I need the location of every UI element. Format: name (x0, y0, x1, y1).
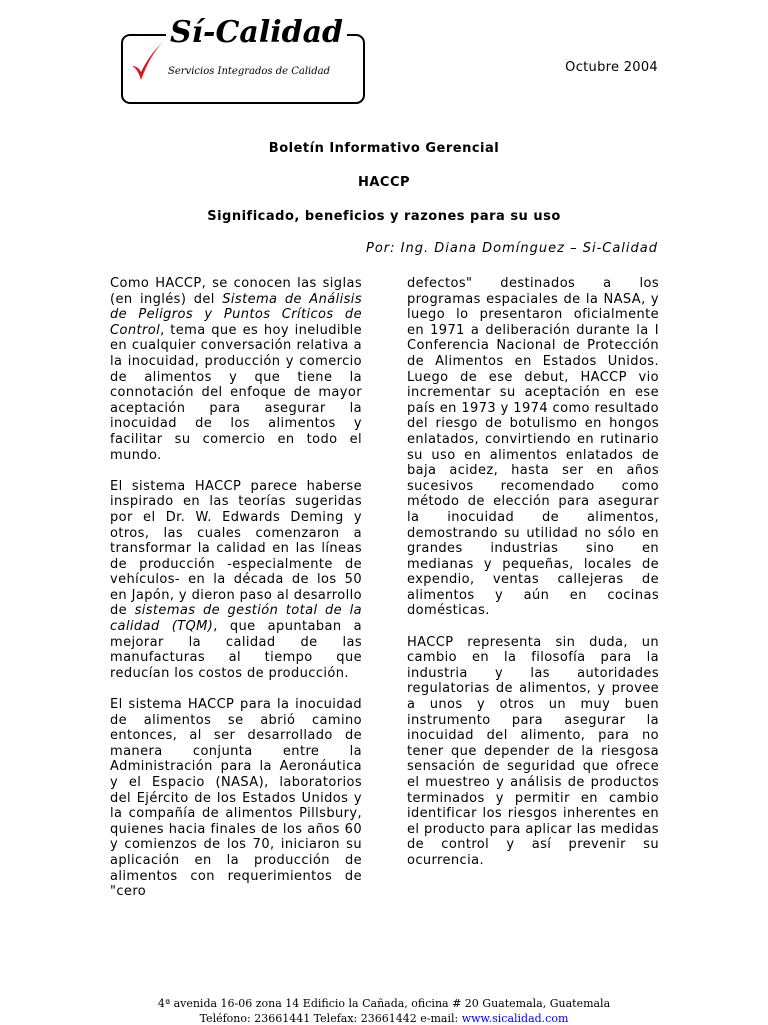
paragraph-4: HACCP representa sin duda, un cambio en la filosofía para la industria y las autoridades regulatorias de alimentos, y provee a unos y otros un muy buen instrumento para asegurar la inocuidad del alimento, para no tener que depender de la riesgosa sensación de seguridad que ofrece el muestreo y análisis de productos terminados y permitir en cambio identificar los riesgos inherentes en el producto para aplicar las medidas de control y así prevenir su ocurrencia. (407, 634, 659, 868)
checkmark-icon (130, 40, 164, 86)
paragraph-2: El sistema HACCP parece haberse inspirado en las teorías sugeridas por el Dr. W. Edwards Deming y otros, las cuales comenzaron a transformar la calidad en las líneas de producción -especialmente de vehículos- en la década de los 50 en Japón, y dieron paso al desarrollo de sistemas de gestión total de la calidad (TQM), que apuntaban a mejorar la calidad de las manufacturas al tiempo que reducían los costos de producción. (110, 478, 362, 681)
footer-contact: Teléfono: 23661441 Telefax: 23661442 e-mail: www.sicalidad.com (199, 1012, 569, 1025)
footer-address: 4ª avenida 16-06 zona 14 Edificio la Cañada, oficina # 20 Guatemala, Guatemala (157, 997, 611, 1010)
byline: Por: Ing. Diana Domínguez – Si-Calidad (365, 241, 658, 256)
topic-title: HACCP (357, 175, 411, 190)
subtitle: Significado, beneficios y razones para su uso (207, 209, 561, 224)
column-left (110, 276, 362, 915)
bulletin-title: Boletín Informativo Gerencial (268, 141, 500, 156)
paragraph-3-part-1: El sistema HACCP para la inocuidad de alimentos se abrió camino entonces, al ser desarrollado de manera conjunta entre la Administración para la Aeronáutica y el Espacio (NASA), laboratorios del Ejército de los Estados Unidos y la compañía de alimentos Pillsbury, quienes hacia finales de los años 60 y comienzos de los 70, iniciaron su aplicación en la producción de alimentos con requerimientos de "cero (110, 697, 362, 900)
column-right (407, 276, 659, 884)
issue-date: Octubre 2004 (565, 60, 658, 75)
logo-tagline: Servicios Integrados de Calidad (168, 66, 331, 77)
website-link[interactable]: www.sicalidad.com (461, 1012, 569, 1025)
logo-name: Sí-Calidad (166, 13, 347, 53)
paragraph-3-part-2: defectos" destinados a los programas espaciales de la NASA, y luego lo presentaron oficialmente en 1971 a deliberación durante la I Conferencia Nacional de Protección de Alimentos en Estados Unidos. Luego de ese debut, HACCP vio incrementar su aceptación en ese país en 1973 y 1974 como resultado del riesgo de botulismo en hongos enlatados, convirtiendo en rutinario su uso en alimentos enlatados de baja acidez, hasta ser en años sucesivos recomendado como método de elección para asegurar la inocuidad de alimentos, demostrando su utilidad no sólo en grandes industrias sino en medianas y pequeñas, locales de expendio, ventas callejeras de alimentos y aún en cocinas domésticas. (407, 276, 659, 619)
paragraph-1: Como HACCP, se conocen las siglas (en inglés) del Sistema de Análisis de Peligros y Puntos Críticos de Control, tema que es hoy ineludible en cualquier conversación relativa a la inocuidad, producción y comercio de alimentos y que tiene la connotación del enfoque de mayor aceptación para asegurar la inocuidad de los alimentos y facilitar su comercio en todo el mundo. (110, 276, 362, 463)
